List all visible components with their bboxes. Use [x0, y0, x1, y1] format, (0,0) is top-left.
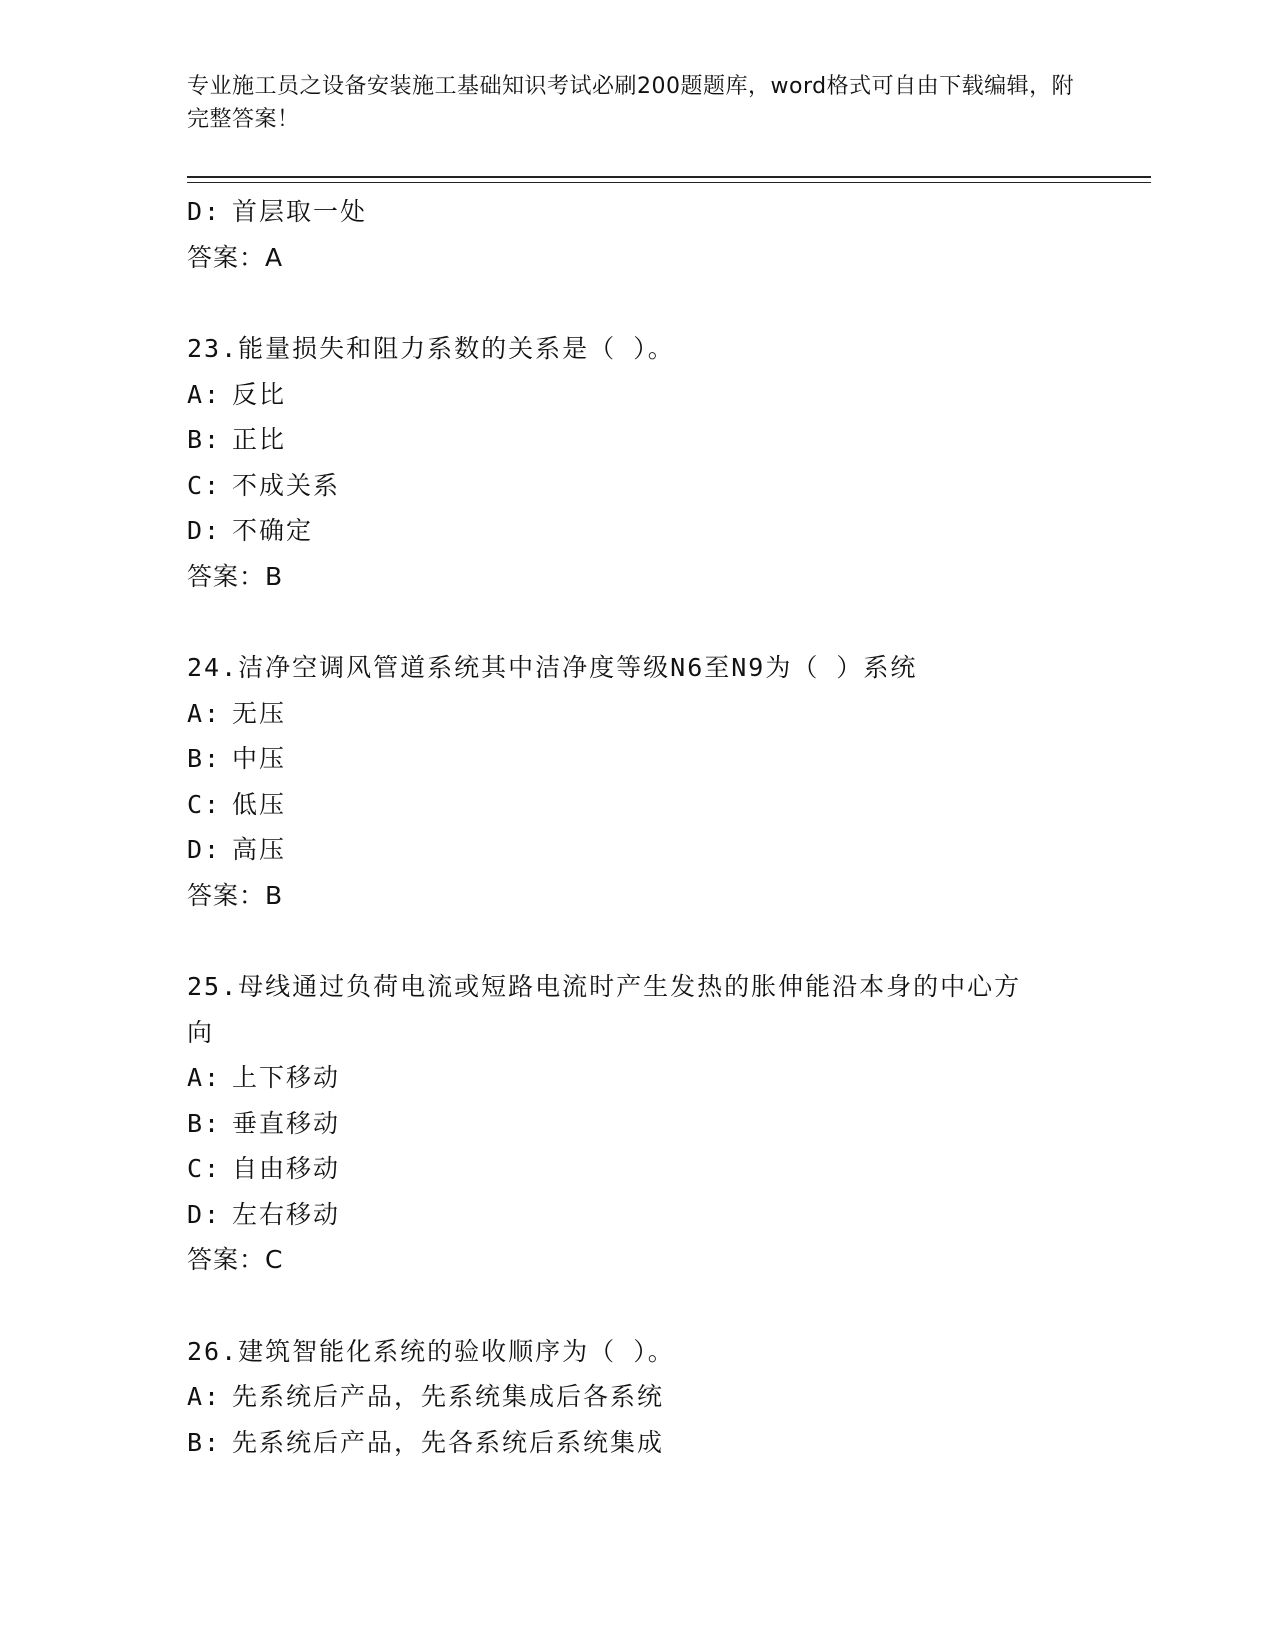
option-c: C: 低压	[187, 789, 287, 819]
option-d: D: 不确定	[187, 516, 314, 545]
question-stem-24: 24.洁净空调风管道系统其中洁净度等级N6至N9为（ ）系统	[187, 653, 918, 682]
answer-line: 答案：C	[187, 1245, 284, 1274]
option-a: A: 上下移动	[187, 1063, 341, 1092]
option-b: B: 中压	[187, 744, 287, 773]
header-rule-thick	[187, 176, 1151, 178]
option-c: C: 不成关系	[187, 470, 341, 500]
option-c: C: 自由移动	[187, 1154, 341, 1183]
question-stem-25-line2: 向	[187, 1017, 215, 1047]
answer-line: 答案：A	[187, 242, 284, 272]
option-a: A: 无压	[187, 698, 287, 728]
answer-line: 答案：B	[187, 561, 284, 591]
question-list	[187, 189, 1087, 1465]
option-d: D: 首层取一处	[187, 197, 368, 226]
header-rule-thin	[187, 182, 1151, 183]
option-b: B: 正比	[187, 425, 287, 454]
option-b: B: 垂直移动	[187, 1108, 341, 1138]
question-stem-25-line1: 25.母线通过负荷电流或短路电流时产生发热的胀伸能沿本身的中心方	[187, 972, 1022, 1001]
option-b: B: 先系统后产品，先各系统后系统集成	[187, 1427, 665, 1457]
question-stem-23: 23.能量损失和阻力系数的关系是（ ）。	[187, 334, 675, 363]
option-d: D: 高压	[187, 835, 287, 864]
document-header-title: 专业施工员之设备安装施工基础知识考试必刷200题题库，word格式可自由下载编辑，附完整答案！	[187, 74, 1075, 132]
question-stem-26: 26.建筑智能化系统的验收顺序为（ ）。	[187, 1336, 675, 1366]
option-d: D: 左右移动	[187, 1199, 341, 1229]
answer-line: 答案：B	[187, 880, 284, 910]
option-a: A: 先系统后产品，先系统集成后各系统	[187, 1382, 665, 1411]
option-a: A: 反比	[187, 379, 287, 409]
